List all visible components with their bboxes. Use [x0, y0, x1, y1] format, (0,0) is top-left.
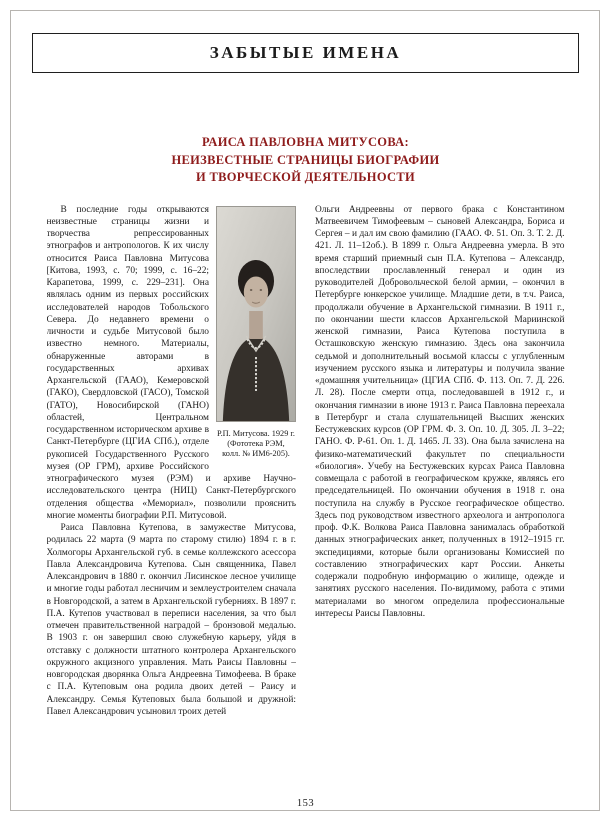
column-right — [315, 204, 565, 780]
article-title-line-3: И ТВОРЧЕСКОЙ ДЕЯТЕЛЬНОСТИ — [196, 170, 415, 184]
paragraph-left-1: В последние годы открываются неизвестные страницы жизни и творчества репрессированных этнографов и антропологов. К их числу относится Раиса Павловна Митусова [Китова, 1993, с. 70; 1999, с. 16–22; Карапетова, 1999, с. 229–231]. Она являлась одним из первых российских исследователей народов Тобольского Севера. До недавнего времени о личности и судьбе Митусовой было известно немного. Материалы, обнаруженные авторами в государственных архивах Архангельской (ГААО), Кемеровской (ГАКО), Свердловской (ГАСО), Томской (ГАТО), Новосибирской (ГАНО) областей, Центральном государственном историческом архиве в Санкт-Петербурге (ЦГИА СПб.), отделе рукописей Государственного Русского музея (ОР ГРМ), архиве Российского этнографического музея (РЭМ) и архиве Научно-исследовательского центра (НИЦ) Санкт-Петербургского отделения общества «Мемориал», позволили прояснить многие моменты биографии Р.П. Митусовой. — [46, 204, 296, 521]
section-header-box — [32, 33, 579, 73]
article-title-line-1: РАИСА ПАВЛОВНА МИТУСОВА: — [202, 135, 409, 149]
paragraph-right-1: Ольги Андреевны от первого брака с Константином Матвеевичем Тимофеевым – сыновей Александра, Бориса и Сергея – и дал им свою фамилию (ГААО. Ф. 51. Оп. 3. Т. 2. Д. 421. Л. 11–12об.). В 1899 г. Ольга Андреевна умерла. В это время старший приемный сын П.А. Кутепова – Александр, впоследствии прославленный генерал и один из руководителей Добровольческой белой армии, – окончил в Петербурге юнкерское училище. Младшие дети, в т.ч. Раиса, продолжали обучение в Архангельской гимназии. В 1911 г., по окончании шести классов Архангельской Мариинской женской гимназии, Раиса Кутепова поступила в Осташковскую женскую гимназию. Здесь она закончила седьмой и дополнительный восьмой классы с углубленным изучением русского языка и литературы и получила звание «домашняя учительница» (ЦГИА СПб. Ф. 113. Оп. 7. Д. 226. Л. 28). После смерти отца, последовавшей в 1912 г., и окончания гимназии в июне 1913 г. Раиса Павловна переехала в Петербург и стала слушательницей Высших женских Бестужевских курсов (ОР ГРМ. Ф. 3. Оп. 10. Д. 305. Л. 3–22; ГАНО. Ф. Р-61. Оп. 1. Д. 1465. Л. 33). Она была зачислена на физико-математический факультет по специальности «биология». Учебу на Бестужевских курсах Раиса Павловна совмещала с работой в географическом кружке, являясь его председательницей. По окончании обучения в 1918 г. она поступила на службу в Русское географическое общество. Здесь под руководством известного археолога и антрополога проф. Ф.К. Волкова Раиса Павловна занималась обработкой данных этнографических анкет, полученных в 1912–1915 гг. экспедициями, которые были организованы Комиссией по составлению этнографических карт России. Анкеты содержали подробную информацию о жилище, одежде и занятиях русского населения. По-видимому, работа с этими материалами во многом определила профессиональные интересы Раисы Павловны. — [315, 204, 565, 619]
text-columns — [47, 204, 565, 780]
section-header-label: ЗАБЫТЫЕ ИМЕНА — [209, 43, 402, 62]
page-number: 153 — [296, 798, 315, 809]
article-title-line-2: НЕИЗВЕСТНЫЕ СТРАНИЦЫ БИОГРАФИИ — [171, 152, 440, 167]
portrait-photo — [216, 206, 296, 422]
photo-caption-line-2: (Фототека РЭМ, — [227, 438, 285, 448]
photo-caption — [216, 429, 296, 460]
article-title — [0, 134, 611, 187]
photo-caption-line-1: Р.П. Митусова. 1929 г. — [217, 428, 295, 438]
paragraph-left-2: Раиса Павловна Кутепова, в замужестве Митусова, родилась 22 марта (9 марта по старому стилю) 1894 г. в г. Холмогоры Архангельской губ. в семье коллежского асессора Павла Александровича Кутепова. Сын священника, Павел Александрович в 1880 г. окончил Лисинское лесное училище и многие годы работал лесничим и землеустроителем сначала в Новгородской, а затем в Архангельской губерниях. В 1897 г. П.А. Кутепов участвовал в переписи населения, за что был отмечен правительственной наградой – бронзовой медалью. В 1903 г. он завершил свою служебную карьеру, уйдя в отставку с должности штатного контролера Архангельского окружного акцизного управления. Мать Раисы Павловны – новгородская дворянка Ольга Андреевна Тимофеева. В браке с П.А. Кутеповым она родила двоих детей – Раису и Александру. Семья Кутеповых была большой и дружной: Павел Александрович усыновил троих детей — [46, 523, 296, 717]
photo-caption-line-3: колл. № ИМ6-205). — [222, 449, 290, 459]
column-left — [47, 204, 297, 780]
portrait-figure — [216, 206, 296, 460]
